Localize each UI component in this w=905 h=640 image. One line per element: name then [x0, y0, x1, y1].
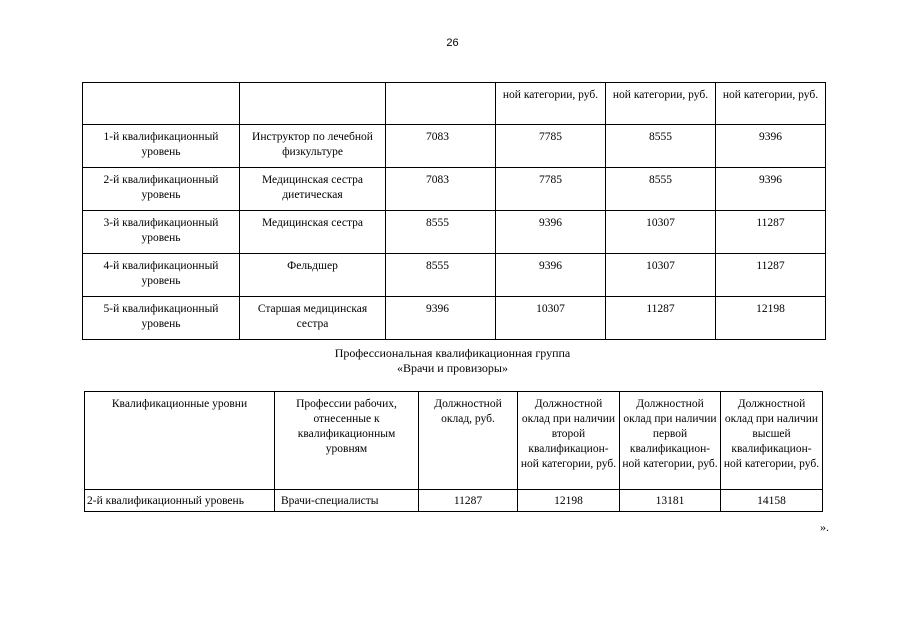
header-cell: Профессии рабочих, отнесенные к квалификационным уровням — [275, 392, 419, 490]
table-row — [83, 211, 826, 254]
header-cell: Должностной оклад при наличии второй квалификацион-ной категории, руб. — [518, 392, 620, 490]
salary-table-doctors — [84, 391, 823, 512]
salary-cell: 14158 — [721, 490, 823, 512]
salary-cell: 7083 — [386, 125, 496, 168]
salary-cell: 11287 — [716, 254, 826, 297]
salary-cell: 8555 — [606, 168, 716, 211]
salary-cell: 8555 — [386, 254, 496, 297]
level-cell: 1-й квалификационный уровень — [83, 125, 240, 168]
salary-cell: 9396 — [716, 125, 826, 168]
header-cell: Должностной оклад при наличии первой квалификацион-ной категории, руб. — [620, 392, 721, 490]
salary-cell: 12198 — [716, 297, 826, 340]
salary-cell: 11287 — [419, 490, 518, 512]
header-cell: Квалификационные уровни — [85, 392, 275, 490]
profession-cell: Старшая медицинская сестра — [240, 297, 386, 340]
salary-cell: 8555 — [606, 125, 716, 168]
salary-cell: 9396 — [496, 211, 606, 254]
header-cell — [83, 83, 240, 125]
salary-cell: 9396 — [496, 254, 606, 297]
table-row — [83, 125, 826, 168]
salary-cell: 10307 — [606, 254, 716, 297]
salary-cell: 7785 — [496, 125, 606, 168]
salary-cell: 11287 — [716, 211, 826, 254]
header-cell: ной категории, руб. — [716, 83, 826, 125]
salary-cell: 12198 — [518, 490, 620, 512]
section-title-line: Профессиональная квалификационная группа — [334, 346, 571, 360]
level-cell: 5-й квалификационный уровень — [83, 297, 240, 340]
closing-quote-mark: ». — [820, 520, 829, 534]
table-row — [83, 297, 826, 340]
level-cell: 2-й квалификационный уровень — [83, 168, 240, 211]
page-number: 26 — [446, 37, 459, 49]
header-cell: Должностной оклад при наличии высшей квалификацион-ной категории, руб. — [721, 392, 823, 490]
salary-cell: 7785 — [496, 168, 606, 211]
header-cell: Должностной оклад, руб. — [419, 392, 518, 490]
level-cell: 3-й квалификационный уровень — [83, 211, 240, 254]
salary-cell: 7083 — [386, 168, 496, 211]
table-header-row — [85, 392, 823, 490]
table-row — [83, 168, 826, 211]
salary-cell: 10307 — [496, 297, 606, 340]
section-title-line: «Врачи и провизоры» — [397, 361, 508, 375]
table-header-row — [83, 83, 826, 125]
section-title — [0, 346, 905, 376]
profession-cell: Инструктор по лечебной физкультуре — [240, 125, 386, 168]
table-row — [85, 490, 823, 512]
header-cell — [386, 83, 496, 125]
profession-cell: Фельдшер — [240, 254, 386, 297]
table-row — [83, 254, 826, 297]
profession-cell: Медицинская сестра диетическая — [240, 168, 386, 211]
level-cell: 4-й квалификационный уровень — [83, 254, 240, 297]
salary-table-nurses — [82, 82, 826, 340]
salary-cell: 9396 — [716, 168, 826, 211]
level-cell: 2-й квалификационный уровень — [85, 490, 275, 512]
salary-cell: 8555 — [386, 211, 496, 254]
header-cell: ной категории, руб. — [496, 83, 606, 125]
salary-cell: 9396 — [386, 297, 496, 340]
salary-cell: 10307 — [606, 211, 716, 254]
salary-cell: 11287 — [606, 297, 716, 340]
salary-cell: 13181 — [620, 490, 721, 512]
profession-cell: Медицинская сестра — [240, 211, 386, 254]
profession-cell: Врачи-специалисты — [275, 490, 419, 512]
header-cell: ной категории, руб. — [606, 83, 716, 125]
header-cell — [240, 83, 386, 125]
